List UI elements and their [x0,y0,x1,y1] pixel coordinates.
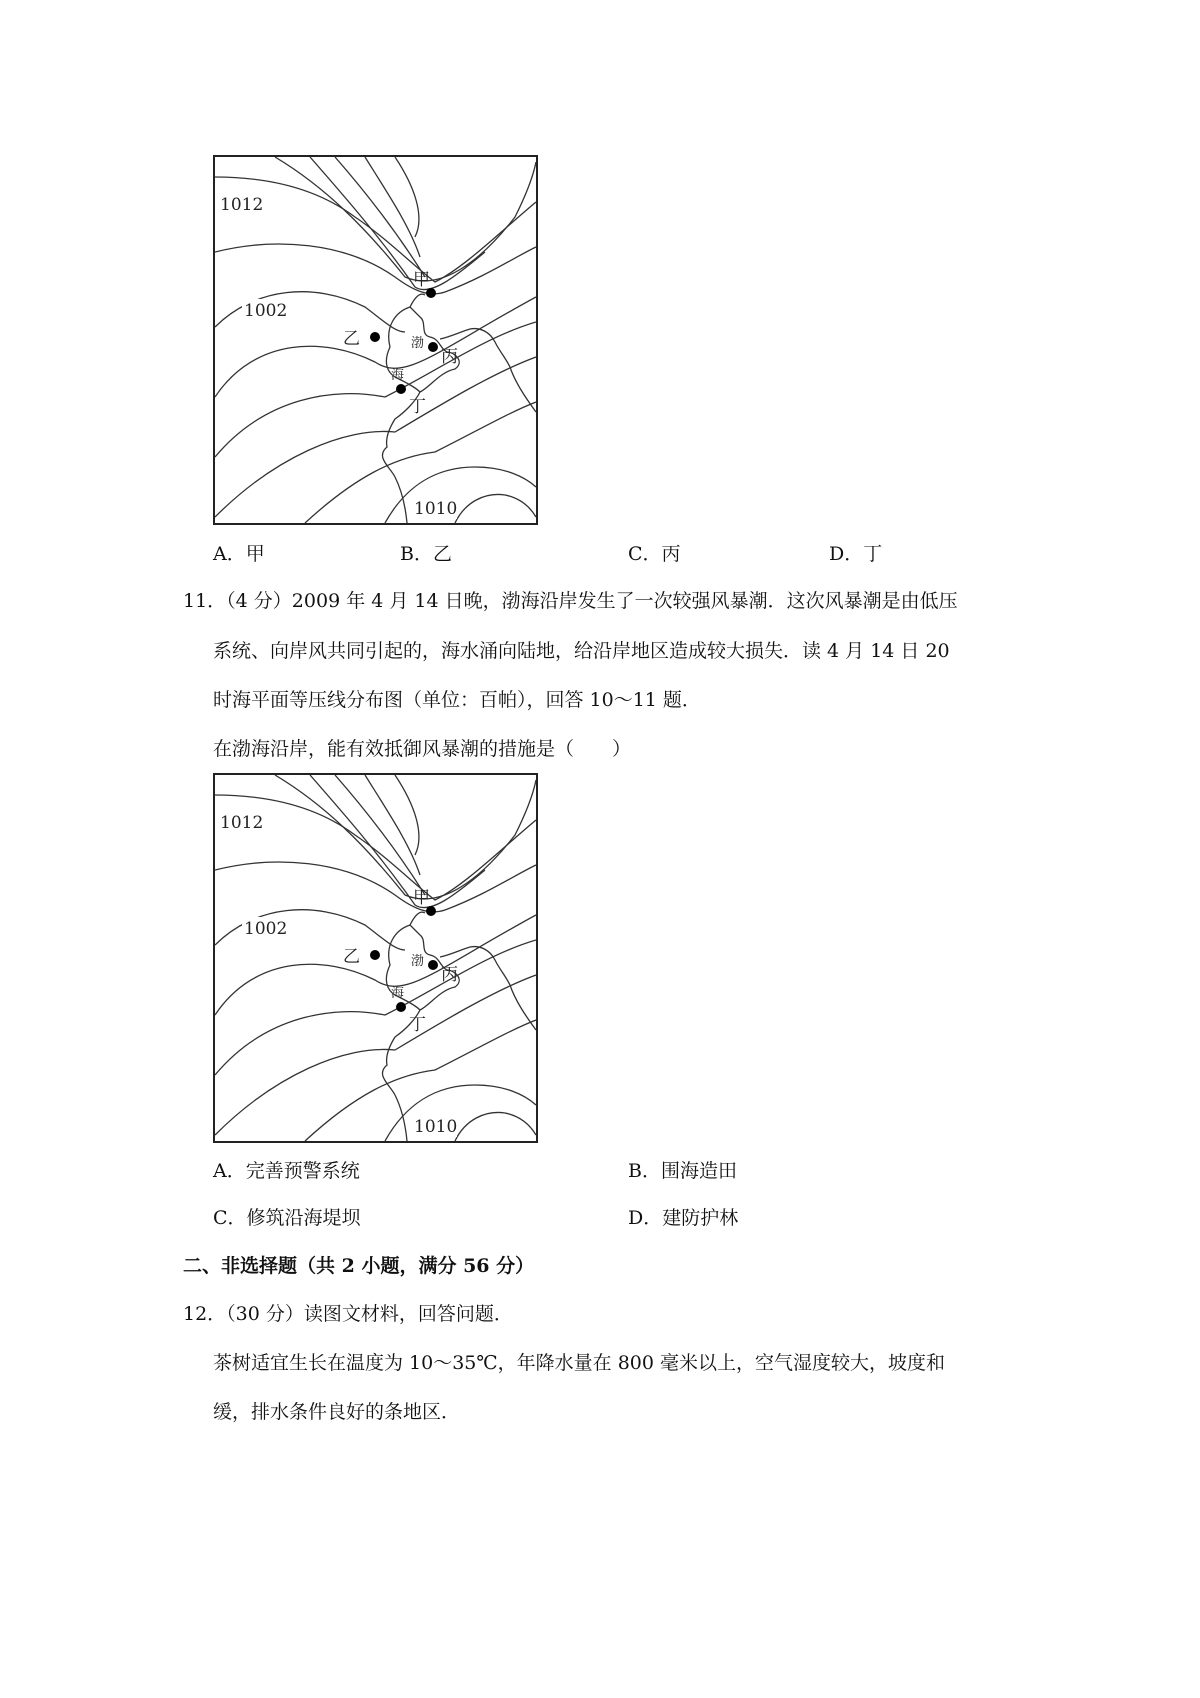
station-bing [428,342,438,352]
label-1002: 1002 [244,919,288,939]
station-yi [370,332,380,342]
label-ding: 丁 [409,397,426,417]
label-bo: 渤 [411,336,425,351]
label-hai: 海 [391,986,405,1001]
q11-stem-line3: 时海平面等压线分布图（单位：百帕），回答 10～11 题． [213,689,701,711]
isobar-map-q10 [213,155,538,525]
q12-material-line2: 缓，排水条件良好的条地区． [213,1401,461,1423]
isobar-map-svg [215,775,536,1141]
isobar-map-svg [215,157,536,523]
q11-option-a[interactable]: A．完善预警系统 [213,1160,360,1182]
label-bo: 渤 [411,954,425,969]
q10-option-b[interactable]: B．乙 [400,543,452,565]
section2-heading: 二、非选择题（共 2 小题，满分 56 分） [183,1255,535,1277]
q12-stem-line1: 12．（30 分）读图文材料，回答问题． [183,1303,513,1325]
q11-stem-line1: 11．（4 分）2009 年 4 月 14 日晚，渤海沿岸发生了一次较强风暴潮．这次风暴潮是由低压 [183,590,958,612]
label-1012: 1012 [220,813,264,833]
station-ding [396,384,406,394]
label-bing: 丙 [441,347,458,367]
coastline [382,294,536,523]
q11-option-b[interactable]: B．围海造田 [628,1160,737,1182]
q11-option-c[interactable]: C．修筑沿海堤坝 [213,1207,361,1229]
q11-option-d[interactable]: D．建防护林 [628,1207,739,1229]
q10-option-c[interactable]: C．丙 [628,543,681,565]
label-1002: 1002 [244,301,288,321]
q11-stem-line2: 系统、向岸风共同引起的，海水涌向陆地，给沿岸地区造成较大损失．读 4 月 14 日 20 [213,640,950,662]
label-1012: 1012 [220,195,264,215]
label-1010: 1010 [414,499,458,519]
label-yi: 乙 [343,947,360,967]
label-ding: 丁 [409,1015,426,1035]
label-jia: 甲 [413,270,430,290]
label-hai: 海 [391,368,405,383]
coastline [382,912,536,1141]
q12-material-line1: 茶树适宜生长在温度为 10～35℃，年降水量在 800 毫米以上，空气湿度较大，坡度和 [213,1352,945,1374]
q10-option-d[interactable]: D．丁 [829,543,883,565]
q10-option-a[interactable]: A．甲 [213,543,265,565]
station-yi [370,950,380,960]
station-ding [396,1002,406,1012]
station-bing [428,960,438,970]
label-jia: 甲 [413,888,430,908]
label-1010: 1010 [414,1117,458,1137]
isobar-map-q11 [213,773,538,1143]
q11-question: 在渤海沿岸，能有效抵御风暴潮的措施是（ ） [213,738,632,760]
label-yi: 乙 [343,329,360,349]
label-bing: 丙 [441,965,458,985]
